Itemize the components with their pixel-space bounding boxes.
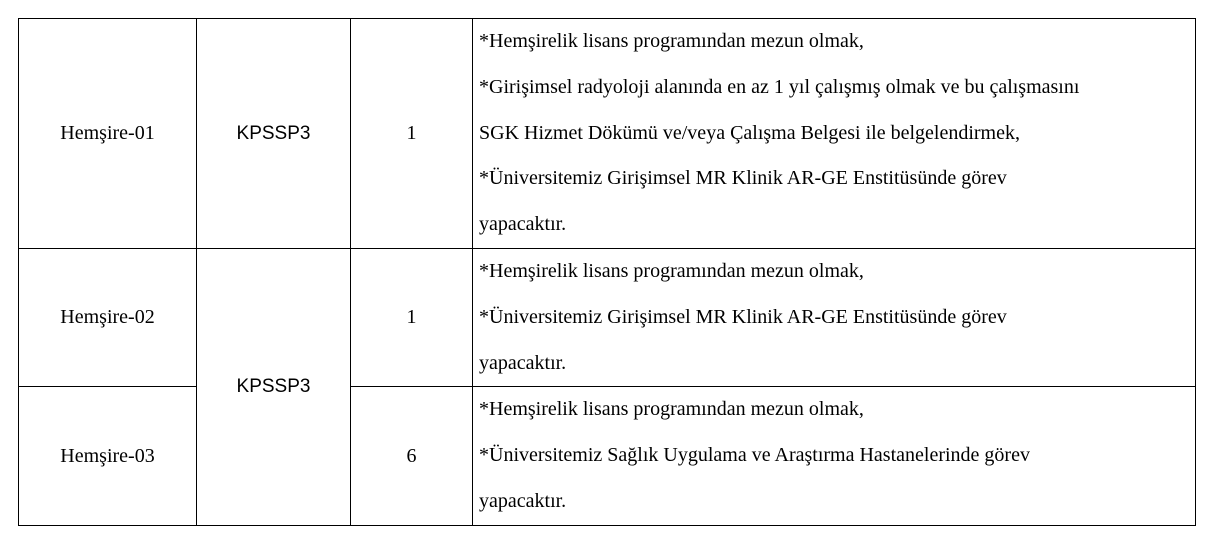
requirement-line: SGK Hizmet Dökümü ve/veya Çalışma Belgesi ile belgelendirmek, — [479, 121, 1020, 144]
positions-table — [18, 18, 1196, 526]
requirement-line: yapacaktır. — [479, 213, 567, 236]
position-code-cell: Hemşire-02 — [19, 249, 197, 387]
position-code-cell: Hemşire-03 — [19, 387, 197, 525]
requirements-cell — [473, 249, 1196, 387]
table-row — [19, 19, 1196, 249]
requirement-line: *Hemşirelik lisans programından mezun olmak, — [479, 260, 864, 282]
requirement-line: *Girişimsel radyoloji alanında en az 1 yıl çalışmış olmak ve bu çalışmasını — [479, 75, 1080, 98]
position-count-cell: 1 — [351, 249, 473, 387]
requirement-line: yapacaktır. — [479, 489, 567, 512]
score-type-cell — [197, 19, 351, 249]
score-type-text: KPSSP3 — [236, 376, 311, 398]
requirement-line: *Hemşirelik lisans programından mezun olmak, — [479, 398, 864, 421]
requirement-line: yapacaktır. — [479, 351, 567, 374]
requirement-line: *Hemşirelik lisans programından mezun olmak, — [479, 30, 864, 52]
requirement-line: *Üniversitemiz Girişimsel MR Klinik AR-GE Enstitüsünde görev — [479, 305, 1007, 328]
requirements-cell — [473, 387, 1196, 525]
position-count-cell: 6 — [351, 387, 473, 525]
requirement-line: *Üniversitemiz Sağlık Uygulama ve Araştırma Hastanelerinde görev — [479, 444, 1030, 467]
position-code-cell: Hemşire-01 — [19, 19, 197, 249]
table-row — [19, 387, 1196, 525]
table-row — [19, 249, 1196, 387]
requirement-line: *Üniversitemiz Girişimsel MR Klinik AR-GE Enstitüsünde görev — [479, 167, 1007, 190]
requirements-cell — [473, 19, 1196, 249]
position-count-cell: 1 — [351, 19, 473, 249]
score-type-text: KPSSP3 — [236, 123, 311, 144]
score-type-cell — [197, 249, 351, 526]
